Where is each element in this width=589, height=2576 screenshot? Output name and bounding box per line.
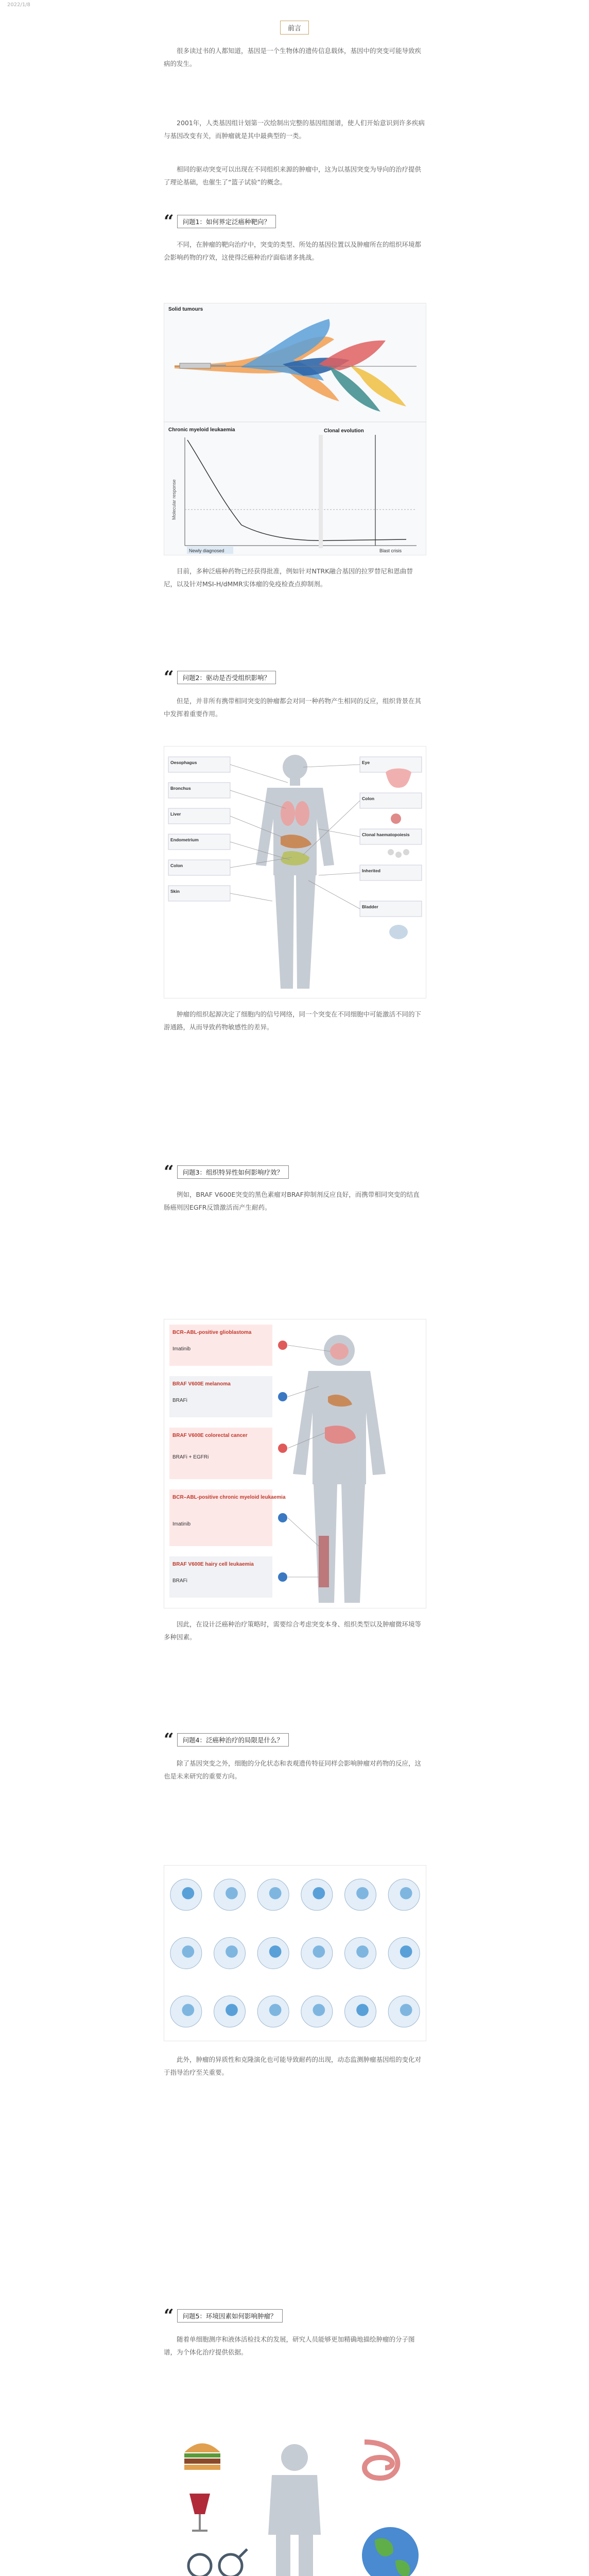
cell-illustration (301, 1879, 333, 1910)
cell-illustration (388, 1996, 420, 2027)
drug-box-title: BRAF V600E melanoma (172, 1381, 231, 1387)
fig1-y-label: Molecular response (171, 479, 177, 520)
fig1-clonal-label: Clonal evolution (324, 428, 364, 434)
paragraph: 例如，BRAF V600E突变的黑色素瘤对BRAF抑制剂反应良好，而携带相同突变的结直肠癌则因EGFR反馈激活而产生耐药。 (164, 1191, 420, 1211)
question-title: 问题2：驱动是否受组织影响？ (177, 671, 276, 684)
paragraph: 很多读过书的人都知道，基因是一个生物体的遗传信息载体，基因中的突变可能导致疾病的发生。 (164, 47, 422, 67)
cell-illustration (214, 1938, 246, 1969)
status-icon (278, 1513, 287, 1522)
figure-drug-response (164, 1319, 426, 1608)
body-label-left: Colon (170, 863, 183, 868)
drug-box-title: BRAF V600E colorectal cancer (172, 1433, 248, 1438)
status-icon (278, 1572, 287, 1582)
top-bar-label: 2022/1/8 (7, 2, 30, 8)
figure-environment (164, 2432, 425, 2576)
burger-icon (184, 2444, 220, 2470)
fig1-panel-b-title: Chronic myeloid leukaemia (168, 427, 235, 433)
globe-icon (362, 2527, 419, 2576)
status-icon (278, 1341, 287, 1350)
figure-cell-grid (164, 1865, 426, 2041)
quote-icon: “ (164, 1730, 174, 1750)
paragraph: 肿瘤的组织起源决定了细胞内的信号网络，同一个突变在不同细胞中可能激活不同的下游通路，从而导致药物敏感性的差异。 (164, 1010, 422, 1031)
question-heading (164, 667, 276, 688)
body-label-right: Bladder (362, 904, 378, 909)
fig1-panel-a-title: Solid tumours (168, 307, 203, 312)
cell-illustration (214, 1996, 246, 2027)
drug-box-sub: BRAFi (172, 1398, 187, 1403)
cell-illustration (257, 1996, 289, 2027)
cell-illustration (345, 1996, 376, 2027)
cell-illustration (301, 1938, 333, 1969)
body-label-left: Liver (170, 811, 181, 817)
cell-illustration (388, 1938, 420, 1969)
drug-box-title: BRAF V600E hairy cell leukaemia (172, 1562, 254, 1567)
colon-icon (391, 814, 401, 824)
drug-box-sub: BRAFi (172, 1578, 187, 1584)
paragraph: 2001年，人类基因组计划第一次绘制出完整的基因组图谱，使人们开始意识到许多疾病与基因改变有关，而肿瘤就是其中最典型的一类。 (164, 119, 425, 140)
body-label-right: Clonal haematopoiesis (362, 832, 410, 837)
figure-clonal-evolution (164, 303, 426, 555)
quote-icon: “ (164, 1162, 174, 1182)
person-figure (268, 2444, 321, 2576)
paragraph: 因此，在设计泛癌种治疗策略时，需要综合考虑突变本身、组织类型以及肿瘤微环境等多种因素。 (164, 1620, 422, 1641)
question-title: 问题4：泛癌种治疗的局限是什么？ (177, 1733, 289, 1747)
question-heading (164, 1732, 289, 1748)
cell-illustration (345, 1938, 376, 1969)
quote-icon: “ (164, 667, 174, 688)
body-label-right: Eye (362, 760, 370, 765)
paragraph: 相同的驱动突变可以出现在不同组织来源的肿瘤中，这为以基因突变为导向的治疗提供了理论基础，也催生了“篮子试验”的概念。 (164, 165, 422, 186)
quote-icon: “ (164, 2306, 174, 2326)
bladder-icon (389, 925, 408, 939)
drug-box-sub: BRAFi + EGFRi (172, 1454, 209, 1460)
cell-illustration (345, 1879, 376, 1910)
drug-box-sub: Imatinib (172, 1521, 191, 1527)
body-label-left: Skin (170, 889, 180, 894)
question-title: 问题3：组织特异性如何影响疗效？ (177, 1165, 289, 1179)
gender-icon (188, 2549, 247, 2576)
intestine-icon (365, 2442, 397, 2478)
body-label-left: Oesophagus (170, 760, 197, 765)
paragraph: 除了基因突变之外，细胞的分化状态和表观遗传特征同样会影响肿瘤对药物的反应，这也是未来研究的重要方向。 (164, 1759, 422, 1780)
cell-illustration (170, 1938, 202, 1969)
question-title: 问题5：环境因素如何影响肿瘤？ (177, 2309, 283, 2323)
paragraph: 目前，多种泛癌种药物已经获得批准，例如针对NTRK融合基因的拉罗替尼和恩曲替尼，以及针对MSI-H/dMMR实体瘤的免疫检查点抑制剂。 (164, 567, 413, 588)
paragraph: 此外，肿瘤的异质性和克隆演化也可能导致耐药的出现，动态监测肿瘤基因组的变化对于指导治疗至关重要。 (164, 2056, 422, 2076)
body-label-left: Bronchus (170, 786, 191, 791)
cell-illustration (170, 1996, 202, 2027)
quote-icon: “ (164, 211, 174, 232)
wine-glass-icon (189, 2494, 210, 2532)
drug-box-sub: Imatinib (172, 1346, 191, 1352)
body-label-left: Endometrium (170, 837, 199, 842)
cell-illustration (257, 1938, 289, 1969)
cell-illustration (388, 1879, 420, 1910)
status-icon (278, 1444, 287, 1453)
cell-illustration (170, 1879, 202, 1910)
intro-badge: 前言 (280, 21, 309, 35)
body-label-right: Colon (362, 796, 375, 801)
fig1-x-left: Newly diagnosed (189, 548, 224, 553)
question-heading (164, 2308, 283, 2324)
question-heading (164, 211, 276, 232)
paragraph: 随着单细胞测序和液体活检技术的发展，研究人员能够更加精确地描绘肿瘤的分子图谱，为个体化治疗提供依据。 (164, 2335, 415, 2356)
question-title: 问题1：如何界定泛癌种靶向？ (177, 215, 276, 228)
body-label-right: Inherited (362, 868, 380, 873)
paragraph: 不同，在肿瘤的靶向治疗中，突变的类型、所处的基因位置以及肿瘤所在的组织环境都会影响药物的疗效，这使得泛癌种治疗面临诸多挑战。 (164, 241, 422, 261)
fig1-x-right: Blast crisis (379, 548, 402, 553)
drug-box-title: BCR–ABL-positive chronic myeloid leukaemia (172, 1495, 286, 1500)
status-icon (278, 1392, 287, 1401)
paragraph: 但是，并非所有携带相同突变的肿瘤都会对同一种药物产生相同的反应，组织背景在其中发挥着重要作用。 (164, 697, 422, 718)
cell-illustration (301, 1996, 333, 2027)
drug-box-title: BCR–ABL-positive glioblastoma (172, 1330, 252, 1335)
article-column (164, 0, 425, 2576)
figure-body-map (164, 746, 426, 998)
cell-illustration (257, 1879, 289, 1910)
question-heading (164, 1164, 289, 1180)
cell-illustration (214, 1879, 246, 1910)
